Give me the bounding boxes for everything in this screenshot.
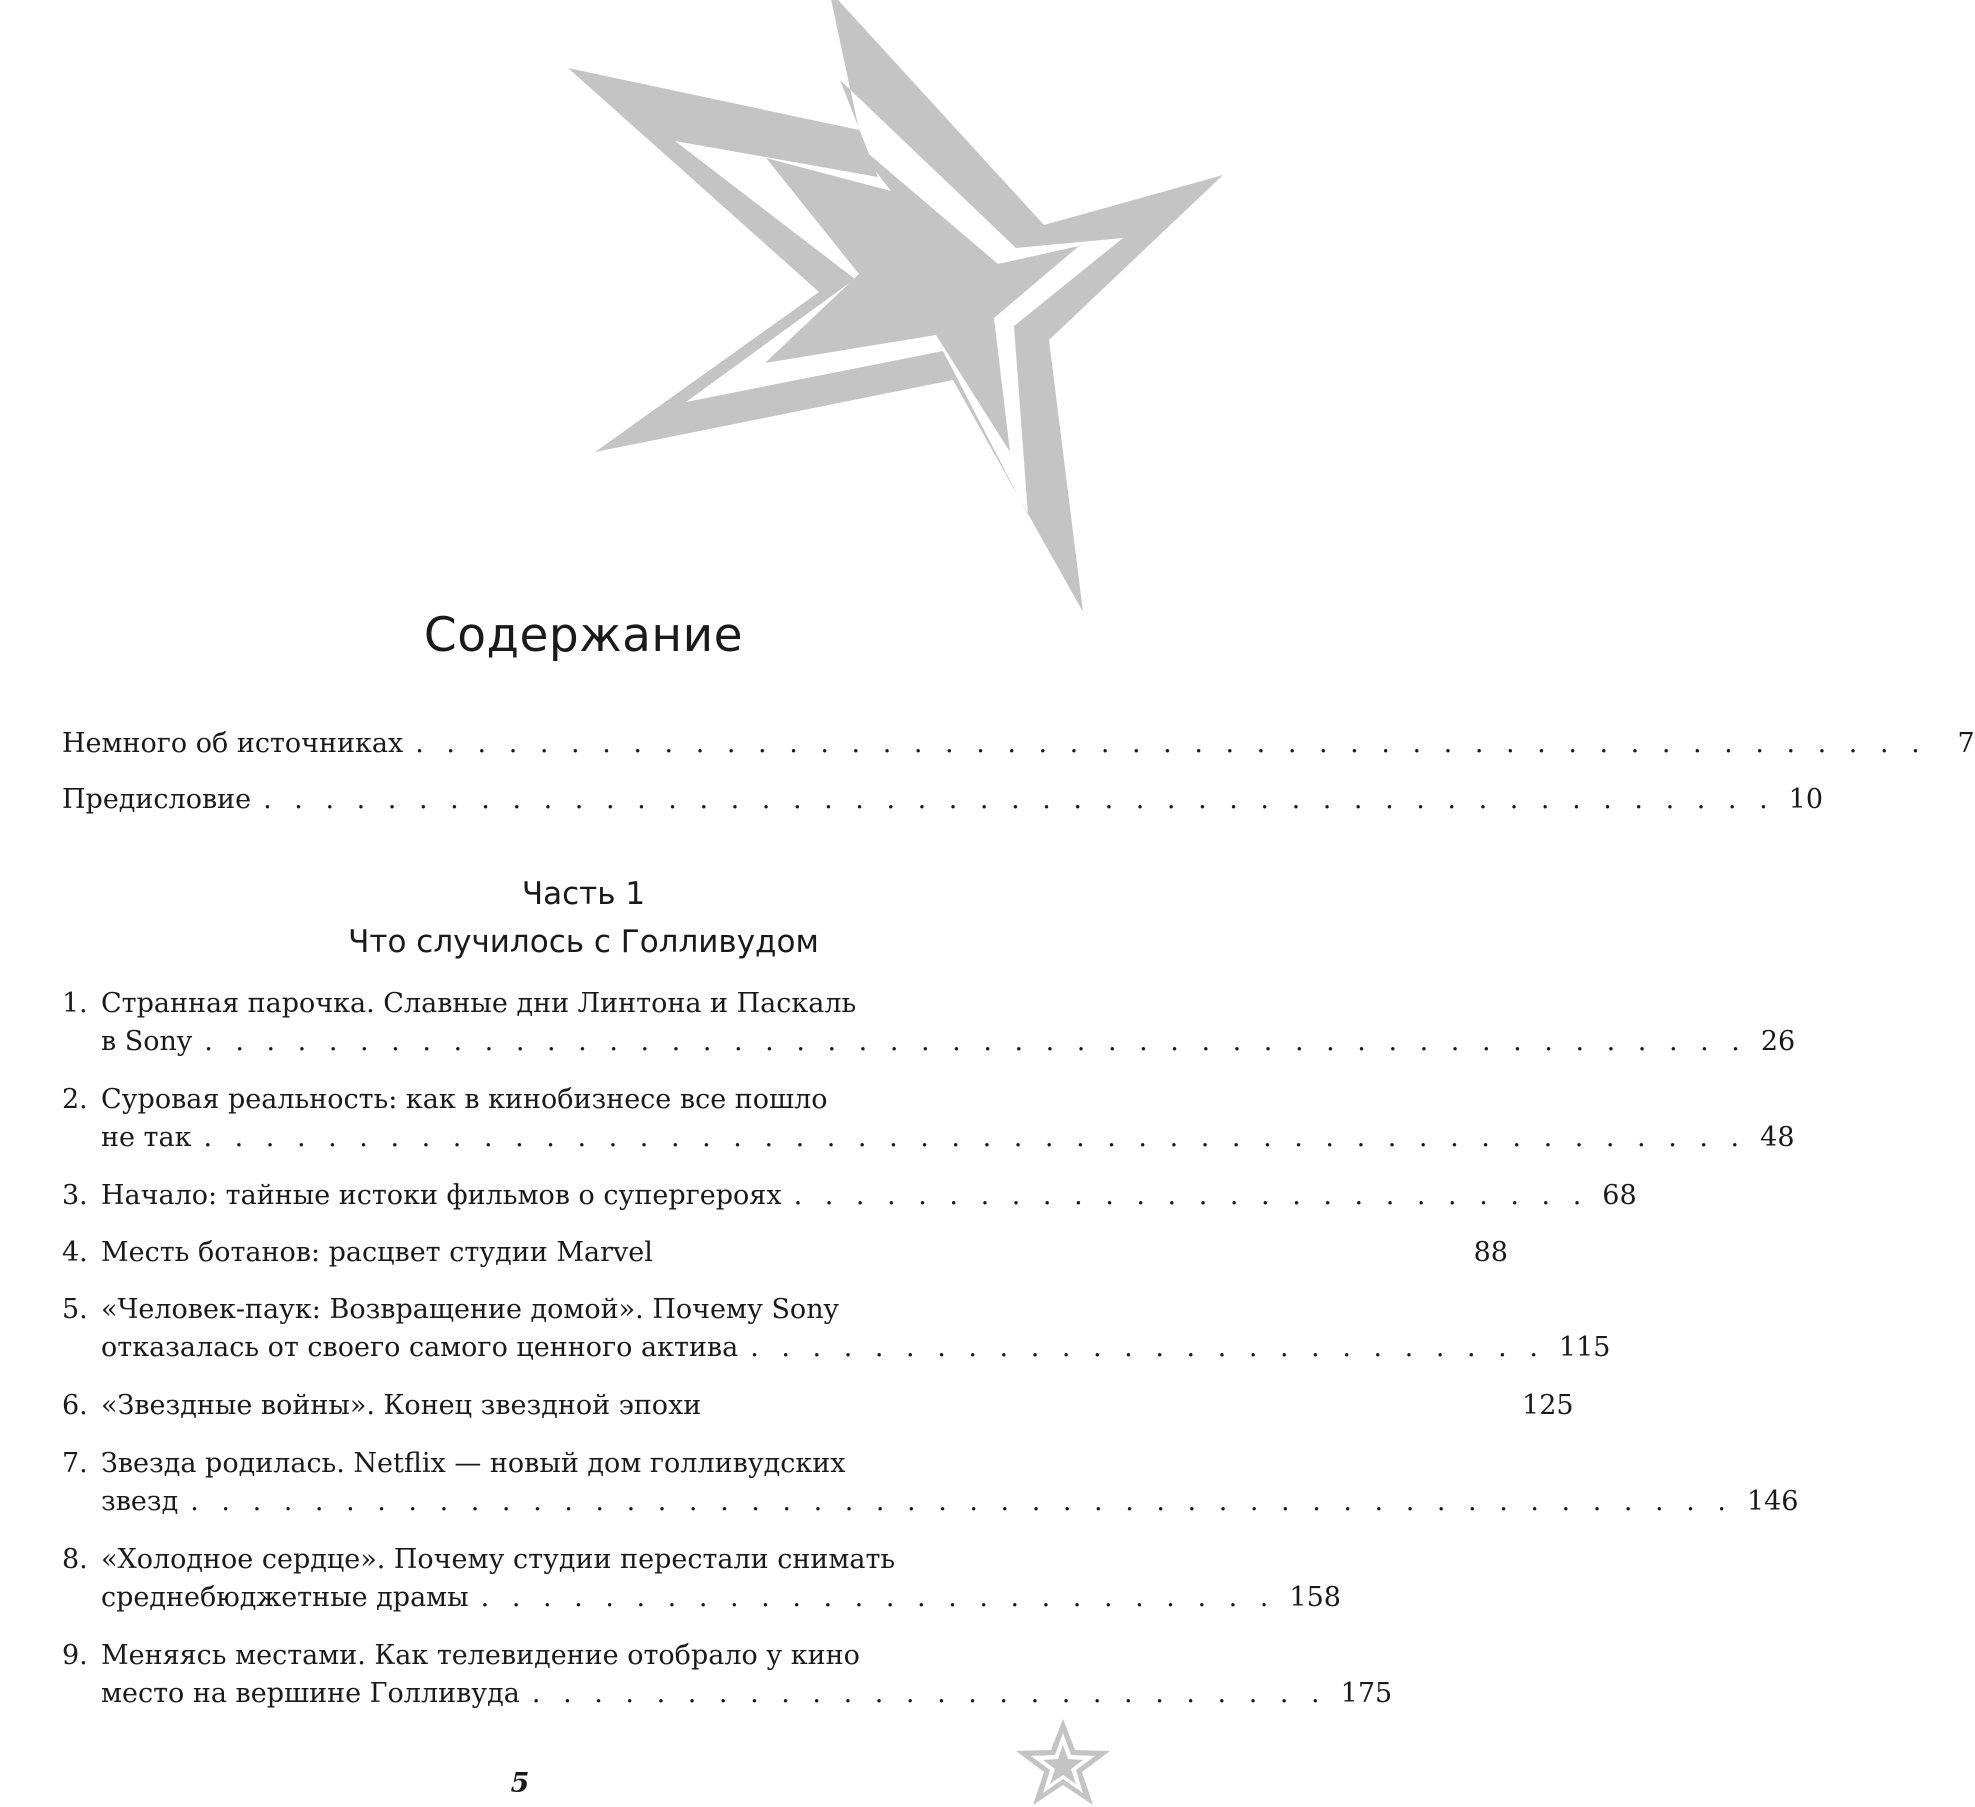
chapter-number: 4. — [62, 1237, 88, 1268]
chapter-number: 8. — [62, 1544, 88, 1575]
chapter-page: 158 — [1289, 1582, 1341, 1613]
chapter-page: 125 — [1522, 1390, 1574, 1421]
chapter-number: 1. — [62, 988, 88, 1019]
part-label: Часть 1 — [521, 876, 646, 912]
leader-dots: . . . . . . . . . . . . . . . . . . . . . . . . . . . . . . . . . . . . . . . . . . . . . . . . . . — [204, 1026, 1747, 1057]
chapter-page: 175 — [1340, 1678, 1393, 1709]
toc-entry-title: Немного об источниках — [62, 728, 404, 759]
chapter-title-line1: Суровая реальность: как в кинобизнесе все пошло — [101, 1084, 828, 1115]
chapter-page: 115 — [1558, 1332, 1611, 1363]
leader-dots: . . . . . . . . . . . . . . . . . . . . . . . . . . — [531, 1678, 1327, 1709]
chapter-title: «Звездные войны». Конец звездной эпохи — [101, 1390, 702, 1421]
chapter-title-line1: «Холодное сердце». Почему студии перестали снимать — [101, 1544, 896, 1575]
chapter-title-line2: отказалась от своего самого ценного актива — [101, 1332, 739, 1363]
leader-dots: . . . . . . . . . . . . . . . . . . . . . . . . . . — [480, 1582, 1276, 1613]
leader-dots: . . . . . . . . . . . . . . . . . . . . . . . . . . — [750, 1332, 1545, 1363]
leader-dots: . . . . . . . . . . . . . . . . . . . . . . . . . . . . . . . . . . . . . . . . . . . . . . . . . — [263, 784, 1775, 815]
chapter-title: Месть ботанов: расцвет студии Marvel — [101, 1237, 653, 1268]
leader-dots: . . . . . . . . . . . . . . . . . . . . . . . . . . — [793, 1180, 1589, 1211]
chapter-page: 146 — [1746, 1486, 1799, 1517]
chapter-page: 88 — [1473, 1237, 1508, 1268]
chapter-number: 5. — [62, 1294, 88, 1325]
leader-dots: . . . . . . . . . . . . . . . . . . . . . . . . . . . . . . . . . . . . . . . . . . . . . . . . . . — [190, 1486, 1733, 1517]
chapter-title-line2: не так — [101, 1122, 192, 1153]
chapter-title-line1: Меняясь местами. Как телевидение отобрало у кино — [101, 1640, 860, 1671]
star-outline-icon — [583, 0, 1167, 612]
chapter-number: 3. — [62, 1180, 88, 1211]
chapter-title-line2: среднебюджетные драмы — [101, 1582, 469, 1613]
chapter-number: 7. — [62, 1448, 88, 1479]
leader-dots: . . . . . . . . . . . . . . . . . . . . . . . . . . . . . . . . . . . . . . . . . . . . . . . . . . — [203, 1122, 1747, 1153]
toc-entry-page: 7 — [1957, 728, 1975, 759]
chapter-number: 9. — [62, 1640, 88, 1671]
chapter-number: 6. — [62, 1390, 88, 1421]
chapter-title-line2: в Sony — [101, 1026, 193, 1057]
chapter-number: 2. — [62, 1084, 88, 1115]
chapter-title-line2: звезд — [101, 1486, 179, 1517]
chapter-title-line2: место на вершине Голливуда — [101, 1678, 520, 1709]
chapter-page: 48 — [1760, 1122, 1795, 1153]
chapter-title-line1: Странная парочка. Славные дни Линтона и Паскаль — [101, 988, 857, 1019]
leader-dots: . . . . . . . . . . . . . . . . . . . . . . . . . . . . . . . . . . . . . . . . . . . . . . . . . — [415, 728, 1927, 759]
chapter-page: 68 — [1602, 1180, 1637, 1211]
chapter-title: Начало: тайные истоки фильмов о супергероях — [101, 1180, 782, 1211]
page-number: 5 — [510, 1768, 530, 1799]
part-title: Что случилось с Голливудом — [348, 924, 819, 960]
toc-entry-title: Предисловие — [62, 784, 252, 815]
toc-entry-page: 10 — [1788, 784, 1824, 815]
chapter-title-line1: «Человек-паук: Возвращение домой». Почему Sony — [101, 1294, 839, 1325]
chapter-title-line1: Звезда родилась. Netflix — новый дом голливудских — [101, 1448, 846, 1479]
star-small-icon — [1012, 1717, 1114, 1807]
page-title: Содержание — [423, 608, 744, 663]
chapter-page: 26 — [1760, 1026, 1796, 1057]
